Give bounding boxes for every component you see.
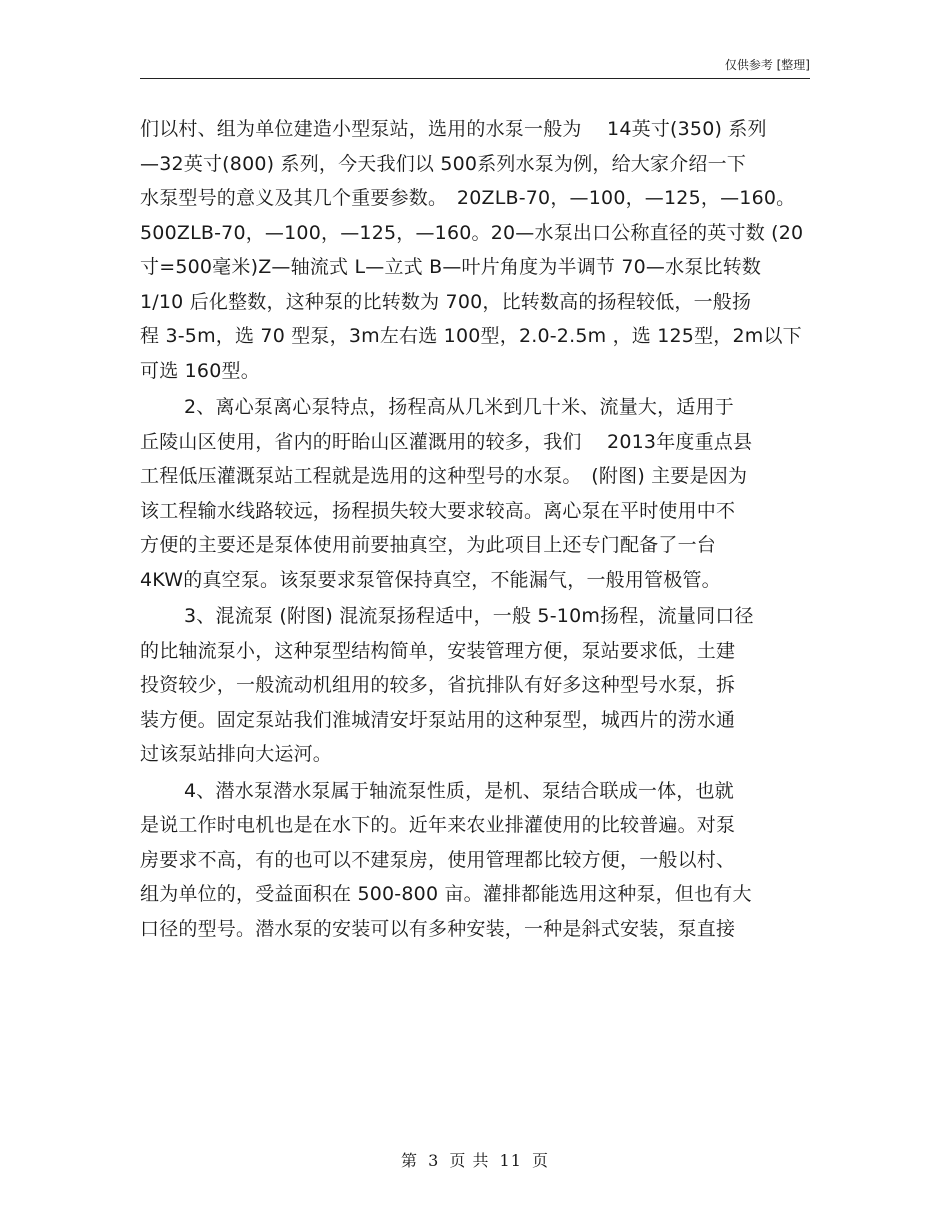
paragraph-line: 2、离心泵离心泵特点，扬程高从几米到几十米、流量大，适用于: [184, 396, 734, 418]
paragraph-line: 500ZLB-70，—100，—125，—160。20—水泵出口公称直径的英寸数 (20: [140, 221, 804, 244]
paragraph-1: [140, 112, 812, 388]
paragraph-line: 寸=500毫米)Z—轴流式 L—立式 B—叶片角度为半调节 70—水泵比转数: [140, 256, 762, 278]
footer-suffix: 页: [532, 1151, 550, 1170]
paragraph-line: 是说工作时电机也是在水下的。近年来农业排灌使用的比较普遍。对泵: [140, 814, 736, 836]
paragraph-line: 该工程输水线路较远，扬程损失较大要求较高。离心泵在平时使用中不: [140, 499, 736, 522]
footer-mid: 页 共: [449, 1151, 490, 1170]
paragraph-line: 房要求不高，有的也可以不建泵房，使用管理都比较方便，一般以村、: [140, 848, 736, 871]
paragraph-line: —32英寸(800) 系列，今天我们以 500系列水泵为例，给大家介绍一下: [140, 152, 747, 175]
paragraph-line: 口径的型号。潜水泵的安装可以有多种安装，一种是斜式安装，泵直接: [140, 917, 736, 940]
footer-total-pages: 11: [499, 1151, 522, 1170]
paragraph-line: 过该泵站排向大运河。: [140, 743, 333, 765]
paragraph-line: 的比轴流泵小，这种泵型结构简单，安装管理方便，泵站要求低，土建: [140, 639, 736, 662]
paragraph-3: [140, 599, 812, 772]
paragraph-line: 4、潜水泵潜水泵属于轴流泵性质，是机、泵结合联成一体，也就: [184, 779, 734, 802]
paragraph-line: 4KW的真空泵。该泵要求泵管保持真空，不能漏气，一般用管极管。: [140, 568, 721, 591]
paragraph-line: 水泵型号的意义及其几个重要参数。 20ZLB-70，—100，—125，—160。: [140, 187, 796, 209]
document-body: [140, 112, 812, 946]
paragraph-2: [140, 390, 812, 597]
paragraph-line: 们以村、组为单位建造小型泵站，选用的水泵一般为 14英寸(350) 系列: [140, 118, 767, 140]
footer-page-number: 3: [428, 1151, 440, 1170]
paragraph-line: 可选 160型。: [140, 359, 260, 382]
page-header: [140, 56, 810, 79]
paragraph-line: 丘陵山区使用，省内的盱眙山区灌溉用的较多，我们 2013年度重点县: [140, 430, 753, 453]
paragraph-line: 3、混流泵 (附图) 混流泵扬程适中，一般 5-10m扬程，流量同口径: [184, 605, 754, 627]
paragraph-line: 投资较少，一般流动机组用的较多，省抗排队有好多这种型号水泵，拆: [140, 674, 736, 696]
paragraph-4: [140, 774, 812, 947]
footer-prefix: 第: [400, 1151, 418, 1170]
paragraph-line: 装方便。固定泵站我们淮城清安圩泵站用的这种泵型，城西片的涝水通: [140, 708, 736, 731]
paragraph-line: 工程低压灌溉泵站工程就是选用的这种型号的水泵。 (附图) 主要是因为: [140, 465, 748, 487]
paragraph-line: 程 3-5m，选 70 型泵，3m左右选 100型，2.0-2.5m ，选 125型，2m以下: [140, 325, 802, 347]
paragraph-line: 组为单位的，受益面积在 500-800 亩。灌排都能选用这种泵，但也有大: [140, 883, 752, 905]
paragraph-line: 1/10 后化整数，这种泵的比转数为 700，比转数高的扬程较低，一般扬: [140, 290, 752, 313]
paragraph-line: 方便的主要还是泵体使用前要抽真空，为此项目上还专门配备了一台: [140, 534, 717, 556]
page-footer: [0, 1148, 950, 1171]
header-text: 仅供参考 [整理]: [724, 58, 810, 72]
